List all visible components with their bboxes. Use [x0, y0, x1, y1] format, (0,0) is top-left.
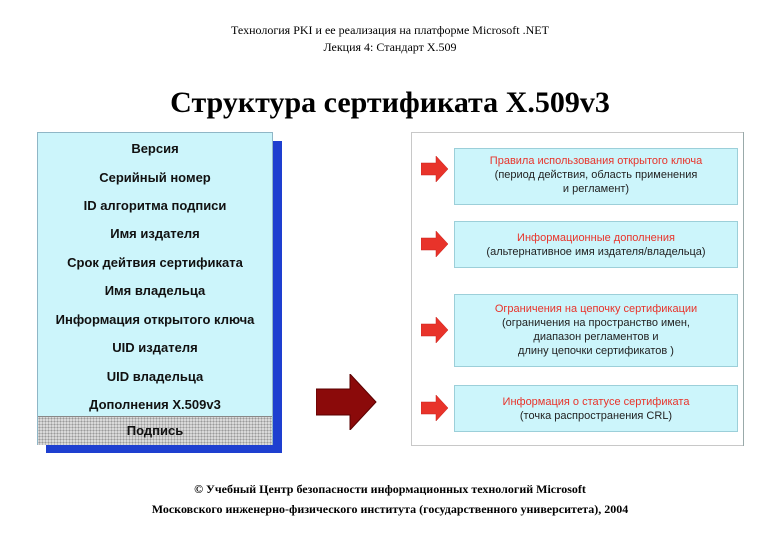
- extension-box-informational: [454, 221, 738, 268]
- extension-box-key-usage: [454, 148, 738, 205]
- field-issuer-uid: UID издателя: [112, 340, 198, 355]
- right-arrow-icon: [421, 156, 449, 182]
- extension-detail: и регламент): [562, 183, 630, 195]
- lecture-header: [0, 22, 780, 56]
- certificate-structure: [37, 132, 273, 445]
- copyright-footer: [0, 479, 780, 519]
- extensions-panel: [411, 132, 744, 446]
- extension-detail: (точка распространения CRL): [519, 410, 673, 422]
- extension-box-status-info: [454, 385, 738, 432]
- extension-heading: Правила использования открытого ключа: [489, 155, 703, 167]
- field-signature: [38, 416, 272, 445]
- field-subject-name: Имя владельца: [104, 283, 206, 298]
- lecture-subtitle: Лекция 4: Стандарт X.509: [323, 40, 457, 54]
- extension-detail: (ограничения на пространство имен,: [501, 317, 690, 329]
- field-serial-number: Серийный номер: [99, 170, 211, 185]
- right-arrow-icon: [421, 395, 449, 421]
- right-arrow-icon: [421, 231, 449, 257]
- field-public-key-info: Информация открытого ключа: [55, 312, 255, 327]
- extension-heading: Информация о статусе сертификата: [502, 396, 690, 408]
- institution-line: Московского инженерно-физического института (государственного университета), 2004: [151, 502, 629, 516]
- field-issuer-name: Имя издателя: [110, 226, 200, 241]
- extension-detail: длину цепочки сертификатов ): [518, 345, 674, 357]
- extension-heading: Ограничения на цепочку сертификации: [494, 303, 698, 315]
- field-signature-algorithm: ID алгоритма подписи: [83, 198, 227, 213]
- extension-detail: (альтернативное имя издателя/владельца): [486, 246, 706, 258]
- course-title: Технология PKI и ее реализация на платформе Microsoft .NET: [231, 23, 549, 37]
- slide-title: Структура сертификата X.509v3: [170, 86, 610, 119]
- field-validity-period: Срок дейтвия сертификата: [67, 255, 243, 270]
- field-signature-label: Подпись: [126, 423, 184, 438]
- field-subject-uid: UID владельца: [106, 369, 204, 384]
- extension-detail: (период действия, область применения: [494, 169, 698, 181]
- extension-box-chain-constraints: [454, 294, 738, 367]
- field-version: Версия: [131, 141, 179, 156]
- field-extensions: Дополнения X.509v3: [89, 397, 221, 412]
- extension-heading: Информационные дополнения: [517, 232, 675, 244]
- big-right-arrow-icon: [316, 374, 378, 430]
- extension-detail: диапазон регламентов и: [533, 331, 659, 343]
- right-arrow-icon: [421, 317, 449, 343]
- copyright-line: © Учебный Центр безопасности информационных технологий Microsoft: [194, 482, 586, 496]
